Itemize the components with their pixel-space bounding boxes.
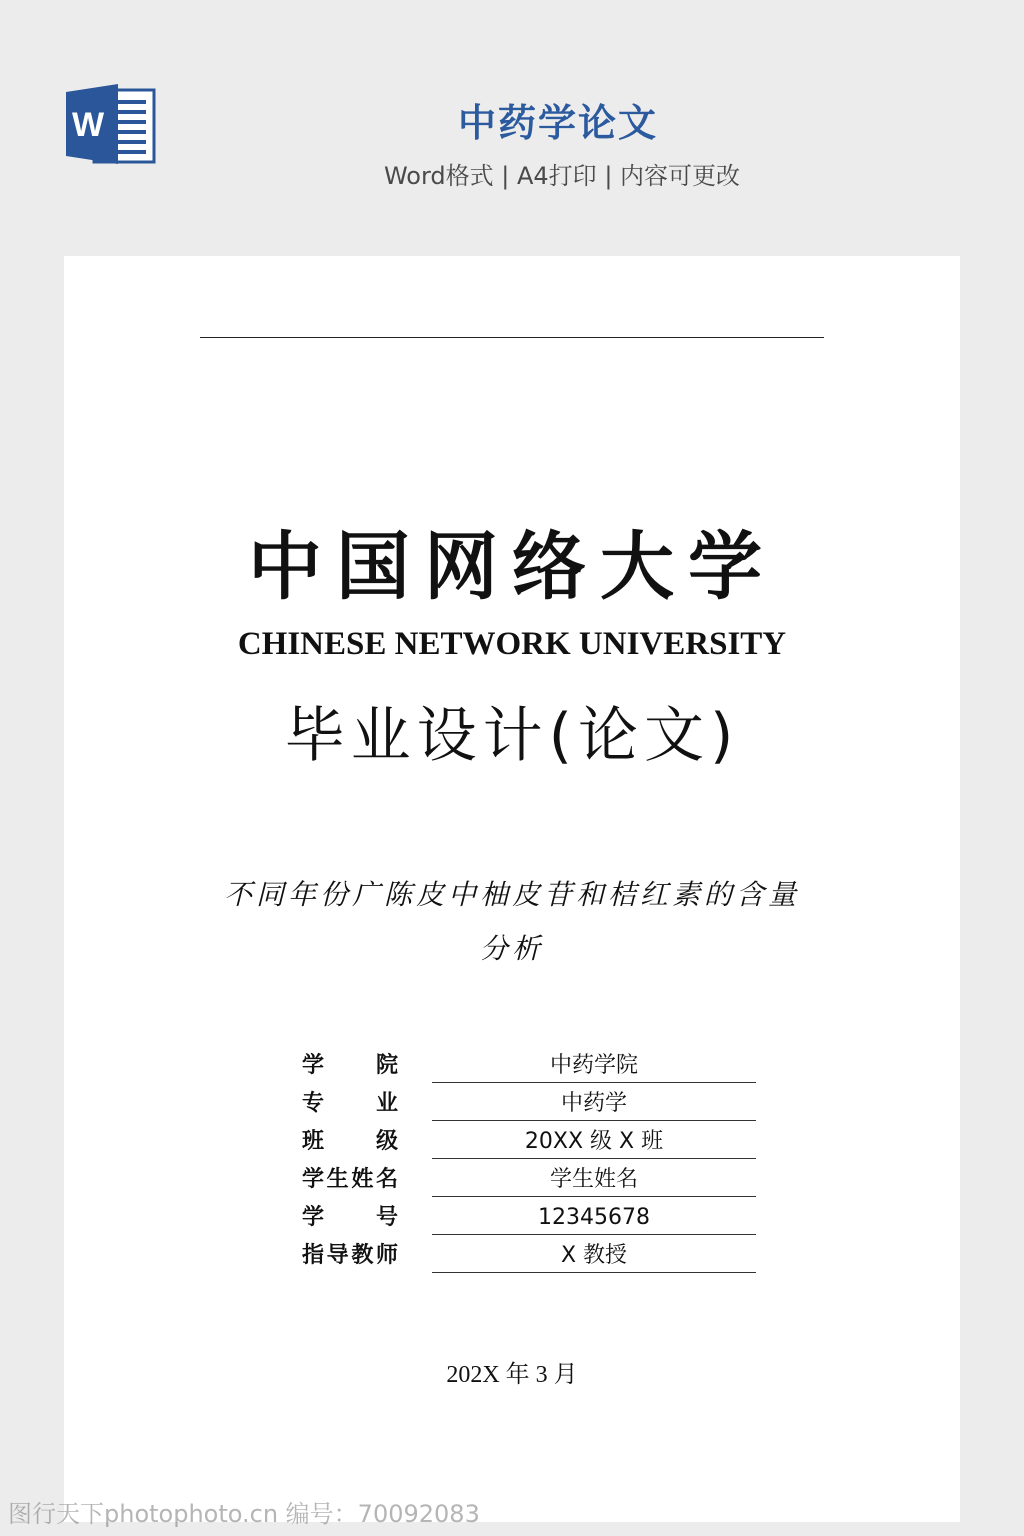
submission-date: 202X 年 3 月 [446, 1362, 578, 1388]
info-label: 指 导 教 师 [302, 1243, 398, 1268]
info-row-student-id [302, 1202, 756, 1240]
top-divider [200, 337, 824, 338]
info-value: 学生姓名 [432, 1164, 756, 1197]
info-label: 学 号 [302, 1205, 398, 1230]
info-value: 12345678 [432, 1202, 756, 1235]
university-name-cn: 中国网络大学 [248, 524, 776, 610]
word-icon-letter: W [71, 106, 105, 144]
watermark: 图行天下photophoto.cn 编号：70092083 [8, 1500, 480, 1528]
info-value: 中药学 [432, 1088, 756, 1121]
info-label: 学 院 [302, 1053, 398, 1078]
document-type: 毕业设计(论文) [284, 701, 740, 771]
university-name-en: CHINESE NETWORK UNIVERSITY [237, 626, 787, 662]
info-row-class [302, 1126, 756, 1164]
info-label: 学 生 姓 名 [302, 1167, 398, 1192]
document-page [64, 256, 960, 1522]
info-row-college [302, 1050, 756, 1088]
info-label: 专 业 [302, 1091, 398, 1116]
info-row-major [302, 1088, 756, 1126]
info-label: 班 级 [302, 1129, 398, 1154]
header-subtitle: Word格式 | A4打印 | 内容可更改 [383, 162, 741, 190]
header-title: 中药学论文 [457, 101, 658, 145]
thesis-title: 不同年份广陈皮中柚皮苷和桔红素的含量分析 [223, 878, 800, 965]
info-row-student-name [302, 1164, 756, 1202]
info-value: X 教授 [432, 1240, 756, 1273]
info-value: 中药学院 [432, 1050, 756, 1083]
info-value: 20XX 级 X 班 [432, 1126, 756, 1159]
info-row-advisor [302, 1240, 756, 1278]
